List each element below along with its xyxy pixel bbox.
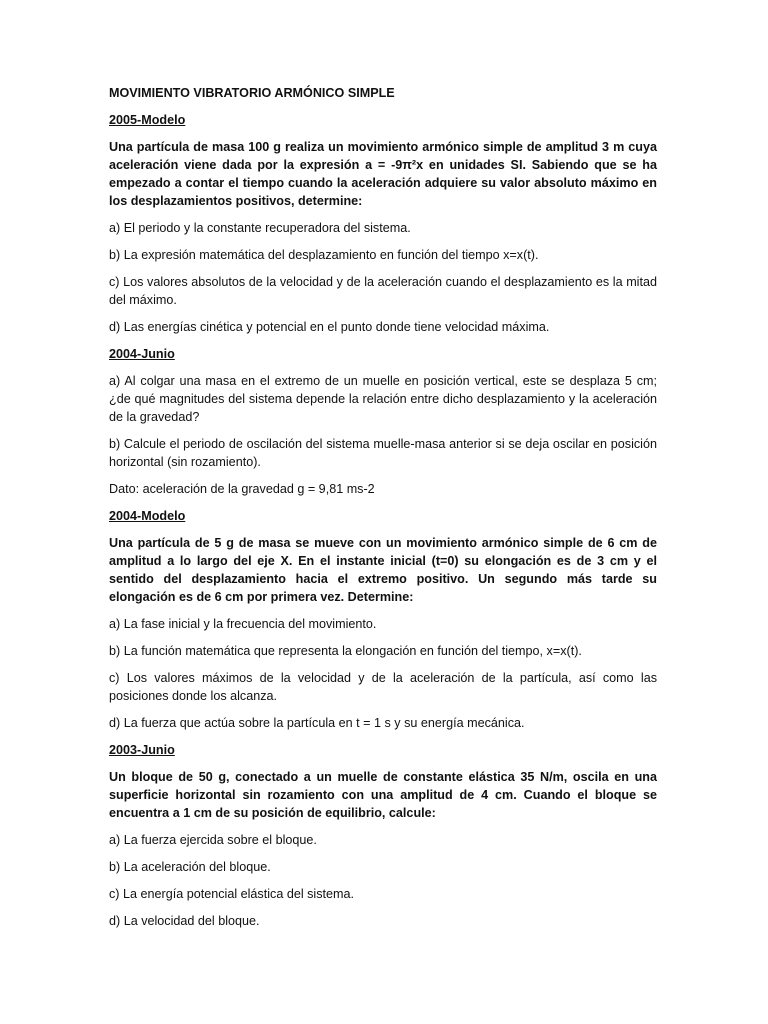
problem-section-2004-modelo xyxy=(109,507,657,732)
section-heading: 2004-Modelo xyxy=(109,509,186,523)
problem-statement: Una partícula de masa 100 g realiza un movimiento armónico simple de amplitud 3 m cuya aceleración viene dada por la expresión a = -9π²x en unidades SI. Sabiendo que se ha empezado a contar el tiempo cuando la aceleración adquiere su valor absoluto máximo en los desplazamientos positivos, determine: xyxy=(109,140,657,208)
question-item: b) La función matemática que representa la elongación en función del tiempo, x=x(t). xyxy=(109,644,582,658)
problem-statement: Una partícula de 5 g de masa se mueve con un movimiento armónico simple de 6 cm de amplitud a lo largo del eje X. En el instante inicial (t=0) su elongación es de 3 cm y el sentido del desplazamiento hacia el extremo positivo. Un segundo más tarde su elongación es de 6 cm por primera vez. Determine: xyxy=(109,536,657,604)
problem-section-2003-junio xyxy=(109,741,657,930)
question-item: d) La fuerza que actúa sobre la partícula en t = 1 s y su energía mecánica. xyxy=(109,716,525,730)
problem-section-2004-junio xyxy=(109,345,657,498)
question-item: a) Al colgar una masa en el extremo de un muelle en posición vertical, este se desplaza 5 cm; ¿de qué magnitudes del sistema depende la relación entre dicho desplazamiento y la aceleración de la gravedad? xyxy=(109,374,657,424)
question-item: c) La energía potencial elástica del sistema. xyxy=(109,887,355,901)
question-item: c) Los valores máximos de la velocidad y de la aceleración de la partícula, así como las posiciones donde los alcanza. xyxy=(109,671,657,703)
problem-statement: Un bloque de 50 g, conectado a un muelle de constante elástica 35 N/m, oscila en una superficie horizontal sin rozamiento con una amplitud de 4 cm. Cuando el bloque se encuentra a 1 cm de su posición de equilibrio, calcule: xyxy=(109,770,657,820)
question-item: d) Las energías cinética y potencial en el punto donde tiene velocidad máxima. xyxy=(109,320,550,334)
question-item: c) Los valores absolutos de la velocidad y de la aceleración cuando el desplazamiento es la mitad del máximo. xyxy=(109,275,657,307)
question-item: a) El periodo y la constante recuperadora del sistema. xyxy=(109,221,411,235)
section-heading: 2005-Modelo xyxy=(109,113,186,127)
question-item: b) La expresión matemática del desplazamiento en función del tiempo x=x(t). xyxy=(109,248,539,262)
section-heading: 2004-Junio xyxy=(109,347,175,361)
document-title: MOVIMIENTO VIBRATORIO ARMÓNICO SIMPLE xyxy=(109,86,395,100)
question-item: b) La aceleración del bloque. xyxy=(109,860,271,874)
question-item: a) La fase inicial y la frecuencia del movimiento. xyxy=(109,617,377,631)
section-heading: 2003-Junio xyxy=(109,743,175,757)
problem-section-2005-modelo xyxy=(109,111,657,336)
data-note: Dato: aceleración de la gravedad g = 9,81 ms-2 xyxy=(109,482,375,496)
document-page xyxy=(109,84,657,939)
question-item: d) La velocidad del bloque. xyxy=(109,914,260,928)
question-item: a) La fuerza ejercida sobre el bloque. xyxy=(109,833,317,847)
question-item: b) Calcule el periodo de oscilación del sistema muelle-masa anterior si se deja oscilar en posición horizontal (sin rozamiento). xyxy=(109,437,657,469)
